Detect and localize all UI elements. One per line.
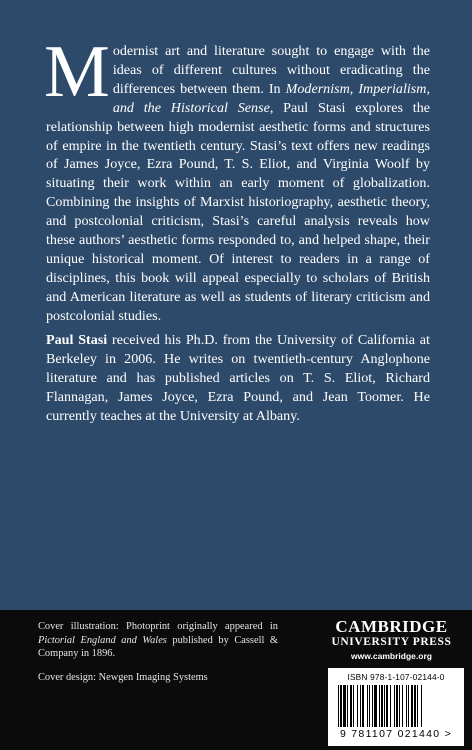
barcode-bar [338,685,339,727]
illustration-credit-prefix: Cover illustration: Photoprint originally appeared in [38,621,278,632]
barcode-bar [369,685,370,727]
barcode-bar [399,685,400,727]
barcode-bar [350,685,352,727]
barcode-bar [390,685,391,727]
design-credit: Cover design: Newgen Imaging Systems [38,671,208,683]
barcode-bar [394,685,395,727]
illustration-credit-suffix: published by Cassell & Company in 1896. [38,634,278,660]
book-title-italic: Modernism, Imperialism, and the Historical Sense [112,80,430,116]
footer-band [0,610,472,750]
drop-cap: M [44,31,110,113]
barcode-bar [386,685,388,727]
barcode-bar [417,685,418,727]
publisher-url: www.cambridge.org [351,651,432,661]
barcode-bar [414,685,416,727]
barcode-icon [332,685,460,727]
isbn-barcode [328,668,464,746]
cover-credits [38,620,278,684]
barcode-digits: 9 781107 021440 > [339,728,453,740]
barcode-bar [340,685,342,727]
barcode-bar [402,685,403,727]
barcode-bar [384,685,385,727]
barcode-bar [360,685,361,727]
description-text-part-1: odernist art and literature sought to engage with the ideas of different cultures without eradicating the differences between them. In [112,43,430,97]
barcode-bar [367,685,368,727]
barcode-bar [372,685,373,727]
barcode-bar [408,685,409,727]
description-text-part-2: , Paul Stasi explores the relationship between high modernist aesthetic forms and structures of empire in the twentieth century. Stasi’s text offers new readings of James Joyce, Ezra Pound, T. S. Eliot, and Virginia Woolf by situating their work within an early moment of globalization. Combining the insights of Marxist historiography, aesthetic theory, and postcolonial criticism, Stasi’s careful analysis reveals how these authors’ aesthetic forms responded to, and helped shape, their unique historical moment. Of interest to readers in a range of disciplines, this book will appeal especially to scholars of British and American literature as well as students of literary criticism and postcolonial studies. [46,99,430,324]
barcode-bar [343,685,346,727]
author-name: Paul Stasi [46,332,108,348]
barcode-bar [379,685,380,727]
barcode-bar [353,685,354,727]
publisher-logo [324,618,459,662]
barcode-bar [406,685,407,727]
book-description [44,31,430,326]
barcode-bar [374,685,377,727]
barcode-bar [421,685,422,727]
author-bio-text: received his Ph.D. from the University of California at Berkeley in 2006. He writes on twentieth-century Anglophone literature and has published articles on T. S. Eliot, Richard Flannagan, James Joyce, Ezra Pound, and Jean Toomer. He currently teaches at the University at Albany. [46,332,430,424]
barcode-bar [396,685,398,727]
author-bio [46,331,430,426]
isbn-number: ISBN 978-1-107-02144-0 [347,672,445,682]
barcode-bar [362,685,364,727]
barcode-bar [381,685,383,727]
illustration-credit [38,620,278,661]
barcode-bar [411,685,413,727]
illustration-source-title: Pictorial England and Wales [38,634,167,646]
publisher-press: UNIVERSITY PRESS [331,636,452,648]
publisher-name: CAMBRIDGE [335,617,448,636]
barcode-bar [357,685,358,727]
barcode-bar [347,685,348,727]
